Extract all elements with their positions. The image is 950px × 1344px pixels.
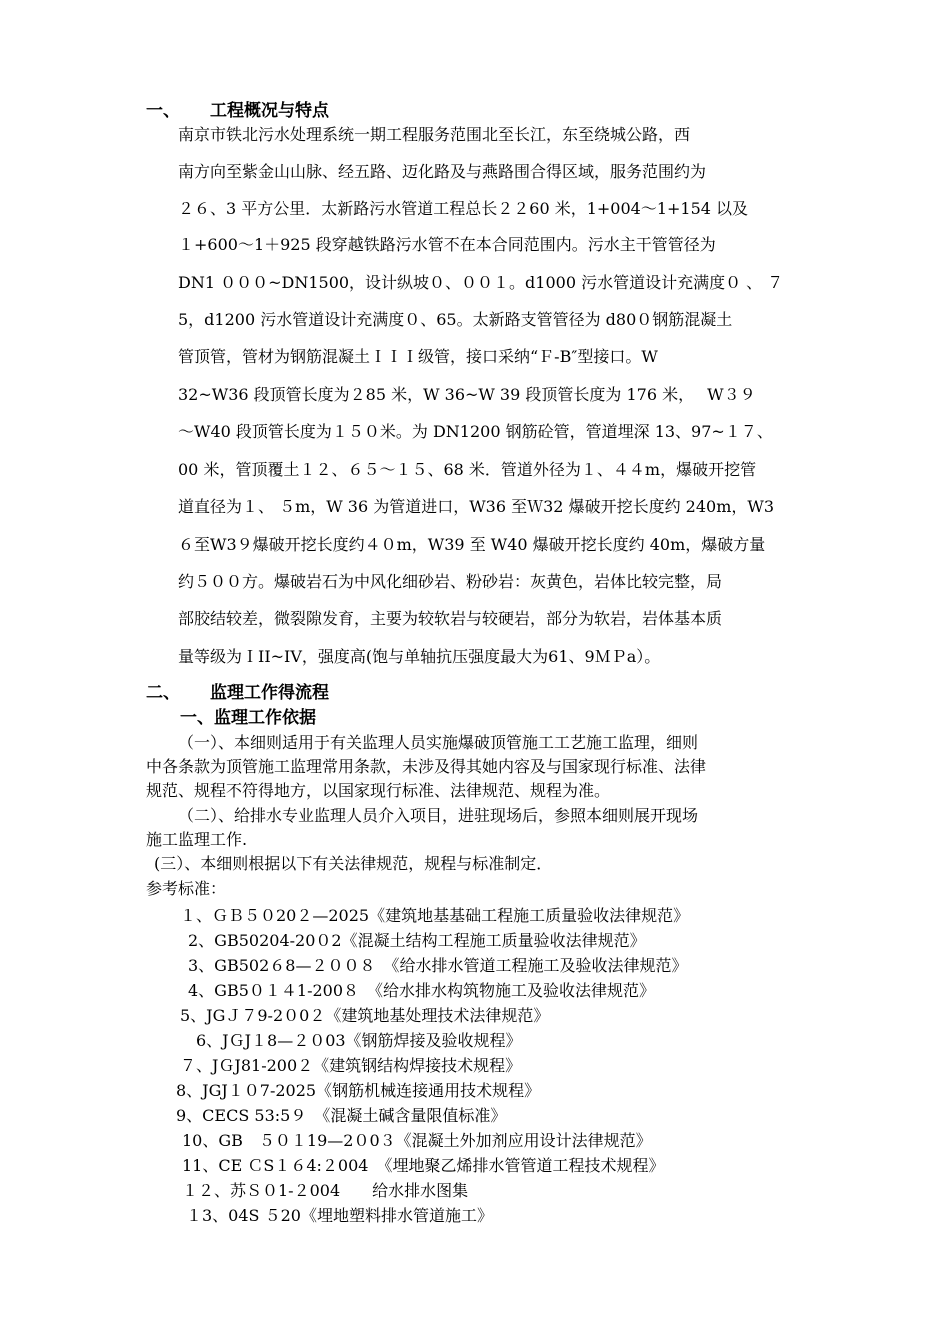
section-2-line: （二）、给排水专业监理人员介入项目，进驻现场后，参照本细则展开现场 <box>178 806 699 825</box>
section-2-line: 规范、规程不符得地方，以国家现行标准、法律规范、规程为准。 <box>146 781 611 800</box>
section-1-line: 32~W36 段顶管长度为２85 米，W 36~W 39 段顶管长度为 176 米， W３９ <box>178 385 756 404</box>
reference-item: 4、GB5０１４1-200８ 《给水排水构筑物施工及验收法律规范》 <box>188 981 656 1000</box>
section-1-heading <box>146 100 329 122</box>
section-1-line: 道直径为１、 ５m，W 36 为管道进口，W36 至Ｗ32 爆破开挖长度约 240m，W3 <box>178 497 774 516</box>
section-1-line: 部胶结较差，微裂隙发育，主要为较软岩与较硬岩，部分为软岩，岩体基本质 <box>178 609 723 628</box>
reference-item: 9、CECS 53:5９ 《混凝土碱含量限值标准》 <box>176 1106 507 1125</box>
reference-item: ７、JＧJ81-200２《建筑钢结构焊接技术规程》 <box>180 1056 522 1075</box>
section-2-line: 中各条款为顶管施工监理常用条款，未涉及得其她内容及与国家现行标准、法律 <box>146 757 707 776</box>
section-1-title: 工程概况与特点 <box>210 101 329 121</box>
section-1-line: DN1 ０００~DN1500，设计纵坡０、００１。d1000 污水管道设计充满度０ 、 ７ <box>178 273 784 292</box>
section-1-line: 00 米，管顶覆土１２、６５～１５、68 米．管道外径为１、４４m，爆破开挖管 <box>178 460 757 479</box>
section-1-line: 量等级为ＩII~IV，强度高(饱与单轴抗压强度最大为61、9ＭＰa）。 <box>178 647 661 666</box>
section-1-line: １+600～1＋925 段穿越铁路污水管不在本合同范围内。污水主干管管径为 <box>178 235 716 254</box>
section-2-line: 施工监理工作. <box>146 830 248 849</box>
reference-item: 2、GB50204-20０2《混凝土结构工程施工质量验收法律规范》 <box>188 931 646 950</box>
reference-item: 11、CE ＣS１６4:２004 《埋地聚乙烯排水管管道工程技术规程》 <box>182 1156 665 1175</box>
section-2-line: （一）、本细则适用于有关监理人员实施爆破顶管施工工艺施工监理，细则 <box>178 733 699 752</box>
section-1-line: ～W40 段顶管长度为１５０米。为 DN1200 钢筋砼管，管道埋深 13、97~１７、 <box>178 422 773 441</box>
section-2-subheading: 一、监理工作依据 <box>180 708 316 728</box>
section-1-line: 约５００方。爆破岩石为中风化细砂岩、粉砂岩：灰黄色，岩体比较完整，局 <box>178 572 723 591</box>
reference-item: １２、苏Ｓ０1-２004 给水排水图集 <box>182 1181 469 1200</box>
section-1-line: ６至W3９爆破开挖长度约４０m，W39 至 W40 爆破开挖长度约 40m，爆破方量 <box>178 535 766 554</box>
reference-item: 10、GB ５０１19—2０0３《混凝土外加剂应用设计法律规范》 <box>182 1131 652 1150</box>
reference-item: 5、JGＪ７9-2０0２《建筑地基处理技术法律规范》 <box>180 1006 550 1025</box>
section-2-title: 监理工作得流程 <box>210 683 329 703</box>
section-1-line: 5，d1200 污水管道设计充满度０、65。太新路支管管径为 d80０钢筋混凝土 <box>178 310 733 329</box>
reference-item: 8、JGJ１０7-2025《钢筋机械连接通用技术规程》 <box>176 1081 541 1100</box>
section-1-line: 南京市铁北污水处理系统一期工程服务范围北至长江，东至绕城公路，西 <box>178 125 691 144</box>
section-1-line: ２６、3 平方公里．太新路污水管道工程总长２２60 米，1+004～1+154 以及 <box>178 199 749 218</box>
reference-item: 3、GB502６8—２００８ 《给水排水管道工程施工及验收法律规范》 <box>188 956 688 975</box>
reference-item: １3、04S ５20《埋地塑料排水管道施工》 <box>186 1206 493 1225</box>
section-2-heading <box>146 682 329 704</box>
section-1-line: 管顶管，管材为钢筋混凝土ＩＩＩ级管，接口采纳“Ｆ-B″型接口。W <box>178 347 658 366</box>
section-2-line: (三）、本细则根据以下有关法律规范，规程与标准制定． <box>154 854 553 873</box>
reference-heading: 参考标准： <box>146 879 227 898</box>
reference-item: １、ＧＢ５０20２—2025《建筑地基基础工程施工质量验收法律规范》 <box>180 906 690 925</box>
section-1-line: 南方向至紫金山山脉、经五路、迈化路及与燕路围合得区域，服务范围约为 <box>178 162 707 181</box>
section-1-number: 一、 <box>146 101 180 121</box>
reference-item: 6、JＧJ１8—２０03《钢筋焊接及验收规程》 <box>196 1031 522 1050</box>
section-2-number: 二、 <box>146 683 180 703</box>
